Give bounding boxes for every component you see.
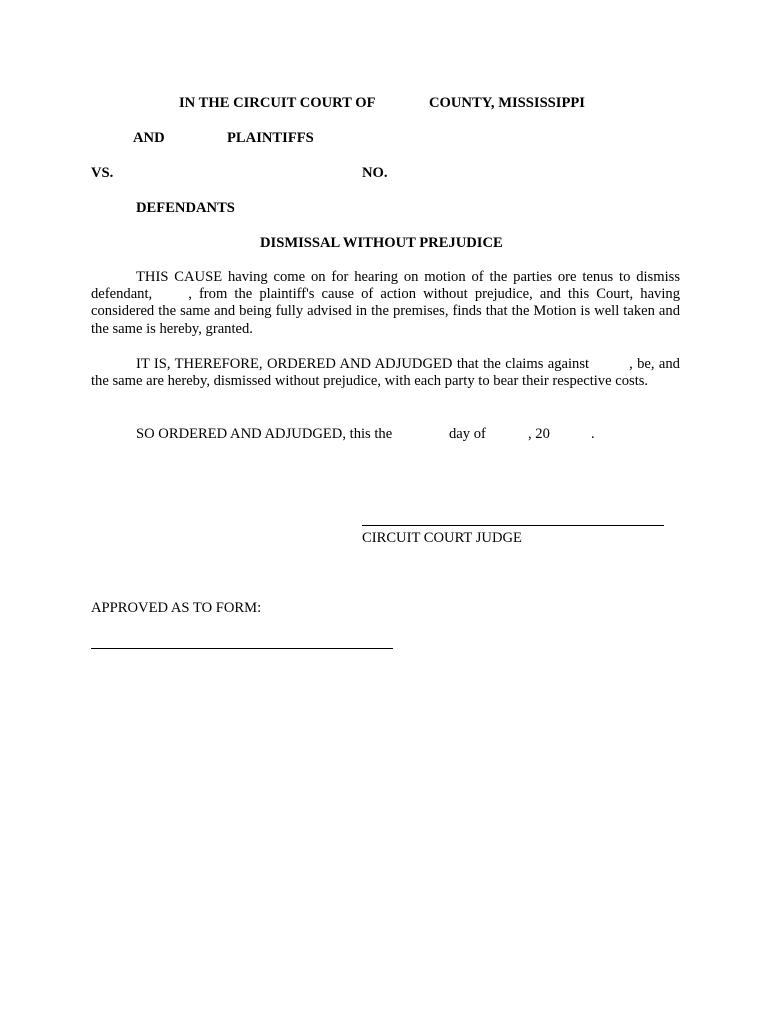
approval-signature-line	[91, 648, 393, 649]
paragraph2-text-start: IT IS, THEREFORE, ORDERED AND ADJUDGED that the claims against	[136, 356, 590, 372]
paragraph-this-cause	[91, 269, 680, 338]
case-number-label: NO.	[362, 165, 388, 181]
approved-as-to-form-label: APPROVED AS TO FORM:	[91, 600, 262, 616]
day-of-text: day of	[449, 426, 486, 442]
document-title: DISMISSAL WITHOUT PREJUDICE	[260, 235, 503, 251]
year-prefix-text: , 20	[528, 426, 550, 442]
plaintiffs-label: PLAINTIFFS	[227, 130, 314, 146]
paragraph1-text-start: THIS CAUSE having come on for hearing on motion of the parties ore tenus to dismiss defendant,	[91, 269, 680, 303]
vs-label: VS.	[91, 165, 114, 181]
court-county-suffix: COUNTY, MISSISSIPPI	[429, 95, 585, 111]
defendants-label: DEFENDANTS	[136, 200, 235, 216]
judge-label: CIRCUIT COURT JUDGE	[362, 530, 522, 546]
so-ordered-text: SO ORDERED AND ADJUDGED, this the	[136, 426, 393, 442]
court-prefix: IN THE CIRCUIT COURT OF	[179, 95, 376, 111]
judge-signature-line	[362, 525, 664, 526]
date-period: .	[591, 426, 595, 442]
paragraph2-text-end: , be, and the same are hereby, dismissed without prejudice, with each party to bear their respective costs.	[91, 356, 680, 390]
and-label: AND	[133, 130, 165, 146]
paragraph1-text-end: , from the plaintiff's cause of action without prejudice, and this Court, having considered the same and being fully advised in the premises, finds that the Motion is well taken and the same is hereby, granted.	[91, 286, 680, 337]
paragraph-ordered-adjudged	[91, 356, 680, 390]
